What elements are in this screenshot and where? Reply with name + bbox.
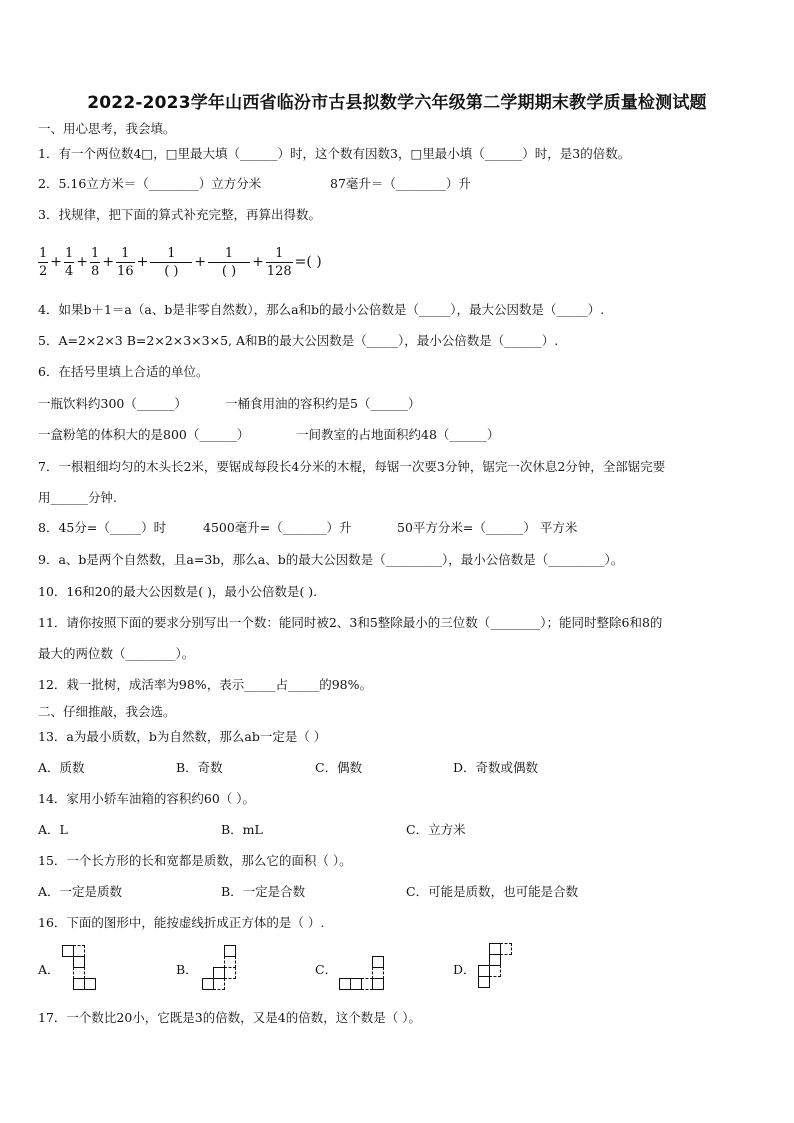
- question-12: 12．栽一批树，成活率为98%，表示_____占_____的98%。: [38, 677, 372, 692]
- answer-blank: =( ): [294, 254, 322, 270]
- question-2-part-a: 2．5.16立方米＝（________）立方分米: [38, 176, 262, 191]
- question-10: 10．16和20的最大公因数是( )，最小公倍数是( ).: [38, 584, 318, 599]
- question-13: 13．a为最小质数，b为自然数，那么ab一定是（ ）: [38, 729, 327, 744]
- question-14: 14．家用小轿车油箱的容积约60（ ）。: [38, 791, 256, 806]
- fraction-1: $\frac{1}{2}$: [39, 245, 48, 279]
- section-heading-1: 一、用心思考，我会填。: [38, 121, 176, 136]
- question-7-line-2: 用______分钟.: [38, 490, 117, 505]
- question-8-part-b: 4500毫升=（_______）升: [203, 520, 352, 535]
- question-15-option-c: C．可能是质数，也可能是合数: [406, 884, 579, 899]
- question-8-part-a: 8．45分=（_____）时: [38, 520, 167, 535]
- page-title: 2022-2023学年山西省临汾市古县拟数学六年级第二学期期末教学质量检测试题: [87, 93, 707, 113]
- question-14-option-b: B．mL: [221, 822, 263, 837]
- question-9: 9．a、b是两个自然数，且a=3b，那么a、b的最大公因数是（_________），最小公倍数是（_________）。: [38, 552, 624, 567]
- question-11-line-1: 11．请你按照下面的要求分别写出一个数：能同时被2、3和5整除最小的三位数（________）；能同时整除6和8的: [38, 615, 663, 630]
- question-16-option-d-label: D．: [453, 962, 476, 977]
- fraction-5-blank: $\frac{1}{( )}$: [150, 245, 192, 280]
- question-16-option-b-label: B．: [176, 962, 198, 977]
- question-6-item-b: 一桶食用油的容积约是5（______）: [225, 396, 421, 411]
- question-5: 5．A=2×2×3 B=2×2×3×3×5, A和B的最大公因数是（_____），最小公倍数是（______）.: [38, 333, 559, 348]
- fraction-2: $\frac{1}{4}$: [65, 245, 74, 279]
- question-14-option-a: A．L: [38, 822, 68, 837]
- question-15: 15．一个长方形的长和宽都是质数，那么它的面积（ ）。: [38, 853, 352, 868]
- question-15-option-a: A．一定是质数: [38, 884, 123, 899]
- question-13-option-d: D．奇数或偶数: [453, 760, 539, 775]
- question-8-part-c: 50平方分米=（______） 平方米: [397, 520, 578, 535]
- question-4: 4．如果b＋1＝a（a、b是非零自然数），那么a和b的最小公倍数是（_____），最大公因数是（_____）.: [38, 302, 605, 317]
- question-16: 16．下面的图形中，能按虚线折成正方体的是（ ）.: [38, 915, 325, 930]
- question-6-item-a: 一瓶饮料约300（______）: [38, 396, 187, 411]
- question-2-part-b: 87毫升＝（________）升: [330, 176, 471, 191]
- question-11-line-2: 最大的两位数（________）。: [38, 646, 195, 661]
- question-6-item-d: 一间教室的占地面积约48（______）: [296, 427, 500, 442]
- fraction-4: $\frac{1}{16}$: [117, 245, 134, 279]
- fraction-7: $\frac{1}{128}$: [266, 245, 292, 279]
- question-17: 17．一个数比20小，它既是3的倍数，又是4的倍数，这个数是（ ）。: [38, 1010, 421, 1025]
- question-6: 6．在括号里填上合适的单位。: [38, 364, 209, 379]
- question-3-fraction-expression: $\frac{1}{2}$ + $\frac{1}{4}$ + $\frac{1}{8}$ + $\frac{1}{16}$ + $\frac{1}{( )}$ + $\frac{1}{( )}$ + $\frac{1}{128}$ =( ): [39, 245, 322, 279]
- question-13-option-b: B．奇数: [176, 760, 223, 775]
- question-6-item-c: 一盒粉笔的体积大的是800（______）: [38, 427, 250, 442]
- fraction-3: $\frac{1}{8}$: [91, 245, 100, 279]
- question-16-option-c-label: C．: [315, 962, 338, 977]
- question-7-line-1: 7．一根粗细均匀的木头长2米，要锯成每段长4分米的木棍，每锯一次要3分钟，锯完一次休息2分钟，全部锯完要: [38, 459, 666, 474]
- question-13-option-a: A．质数: [38, 760, 85, 775]
- question-14-option-c: C．立方米: [406, 822, 466, 837]
- section-heading-2: 二、仔细推敲，我会选。: [38, 704, 176, 719]
- question-1: 1．有一个两位数4□，□里最大填（______）时，这个数有因数3，□里最小填（______）时，是3的倍数。: [38, 146, 631, 161]
- question-13-option-c: C．偶数: [315, 760, 363, 775]
- fraction-6-blank: $\frac{1}{( )}$: [208, 245, 250, 280]
- question-15-option-b: B．一定是合数: [221, 884, 306, 899]
- question-3: 3．找规律，把下面的算式补充完整，再算出得数。: [38, 207, 321, 222]
- question-16-option-a-label: A．: [38, 962, 60, 977]
